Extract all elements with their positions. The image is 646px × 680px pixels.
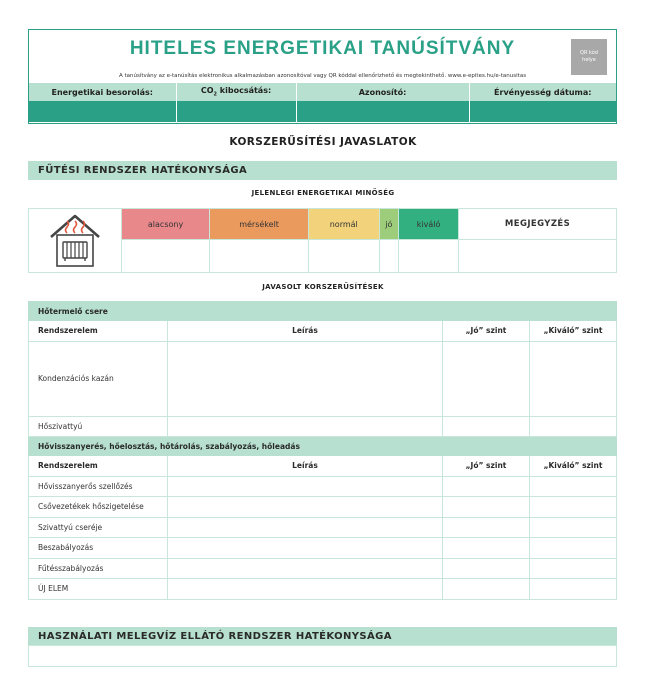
house-radiator-icon <box>29 209 122 273</box>
table-cell <box>168 538 443 559</box>
co2-emission-label <box>176 83 296 101</box>
table-cell <box>168 558 443 579</box>
col-excellent-header: „Kiváló” szint <box>530 321 617 342</box>
table-cell <box>168 476 443 497</box>
level-kivalo: kiváló <box>399 209 459 240</box>
validity-date-label: Érvényesség dátuma: <box>469 83 616 101</box>
table-cell <box>443 517 530 538</box>
group-heat-generator-title: Hőtermelő csere <box>29 302 617 321</box>
co2-emission-value <box>176 101 296 122</box>
table-row-label: Fűtésszabályozás <box>29 558 168 579</box>
validity-date-value <box>469 101 616 122</box>
table-row-label: Beszabályozás <box>29 538 168 559</box>
level-merseklet: mérsékelt <box>210 209 309 240</box>
verification-note: A tanúsítvány az e-tanúsítás elektronikus alkalmazásban azonosítóval vagy QR kóddal ellenőrizhető és megtekinthető. www.e-epites.hu/e-tanusitas <box>118 73 527 79</box>
identifier-label: Azonosító: <box>296 83 469 101</box>
current-quality-caption: JELENLEGI ENERGETIKAI MINŐSÉG <box>251 189 395 197</box>
level-jo: jó <box>379 209 399 240</box>
col-system-header: Rendszerelem <box>29 456 168 477</box>
table-row-label: Hővisszanyerős szellőzés <box>29 476 168 497</box>
col-good-header: „Jó” szint <box>443 456 530 477</box>
energy-rating-label: Energetikai besorolás: <box>29 83 176 101</box>
col-good-header: „Jó” szint <box>443 321 530 342</box>
energy-rating-value <box>29 101 176 122</box>
table-cell <box>443 341 530 416</box>
table-cell <box>443 579 530 600</box>
group-distribution-title: Hővisszanyerés, hőelosztás, hőtárolás, szabályozás, hőleadás <box>29 437 617 456</box>
level-alacsony-cell <box>122 240 210 273</box>
table-row-label: Kondenzációs kazán <box>29 341 168 416</box>
co2-suffix: kibocsátás: <box>217 86 272 96</box>
suggested-upgrades-caption: JAVASOLT KORSZERŰSÍTÉSEK <box>262 283 384 291</box>
identifier-value <box>296 101 469 122</box>
table-cell <box>530 538 617 559</box>
upgrades-table <box>28 301 617 600</box>
hot-water-content-box <box>28 645 617 667</box>
table-row-label: Szivattyú cseréje <box>29 517 168 538</box>
table-cell <box>443 558 530 579</box>
section-title: KORSZERŰSÍTÉSI JAVASLATOK <box>229 136 417 148</box>
level-jo-cell <box>379 240 399 273</box>
col-system-header: Rendszerelem <box>29 321 168 342</box>
certificate-header <box>28 29 617 124</box>
table-cell <box>530 416 617 437</box>
note-cell <box>459 240 617 273</box>
level-kivalo-cell <box>399 240 459 273</box>
certificate-title: HITELES ENERGETIKAI TANÚSÍTVÁNY <box>129 38 516 59</box>
col-excellent-header: „Kiváló” szint <box>530 456 617 477</box>
table-cell <box>530 517 617 538</box>
table-cell <box>443 416 530 437</box>
qr-label-line1: QR kód <box>580 50 598 56</box>
level-normal: normál <box>309 209 379 240</box>
co2-subscript: 2 <box>213 91 217 98</box>
note-header: MEGJEGYZÉS <box>459 209 617 240</box>
table-row-label: Csővezetékek hőszigetelése <box>29 497 168 518</box>
table-cell <box>168 416 443 437</box>
table-row-label: ÚJ ELEM <box>29 579 168 600</box>
table-cell <box>443 497 530 518</box>
level-merseklet-cell <box>210 240 309 273</box>
table-cell <box>530 579 617 600</box>
level-alacsony: alacsony <box>122 209 210 240</box>
certificate-info-table <box>29 83 616 122</box>
qr-label-line2: helye <box>582 57 596 63</box>
table-cell <box>168 341 443 416</box>
table-cell <box>168 497 443 518</box>
table-row-label: Hőszivattyú <box>29 416 168 437</box>
hot-water-section-title: HASZNÁLATI MELEGVÍZ ELLÁTÓ RENDSZER HATÉKONYSÁGA <box>28 627 617 646</box>
table-cell <box>443 476 530 497</box>
table-cell <box>168 517 443 538</box>
table-cell <box>530 497 617 518</box>
col-description-header: Leírás <box>168 321 443 342</box>
table-cell <box>168 579 443 600</box>
table-cell <box>530 341 617 416</box>
quality-rating-table <box>28 208 617 273</box>
table-cell <box>443 538 530 559</box>
co2-prefix: CO <box>200 86 214 96</box>
table-cell <box>530 558 617 579</box>
col-description-header: Leírás <box>168 456 443 477</box>
qr-code-placeholder <box>571 39 607 75</box>
table-cell <box>530 476 617 497</box>
heating-section-title: FŰTÉSI RENDSZER HATÉKONYSÁGA <box>28 161 617 180</box>
level-normal-cell <box>309 240 379 273</box>
